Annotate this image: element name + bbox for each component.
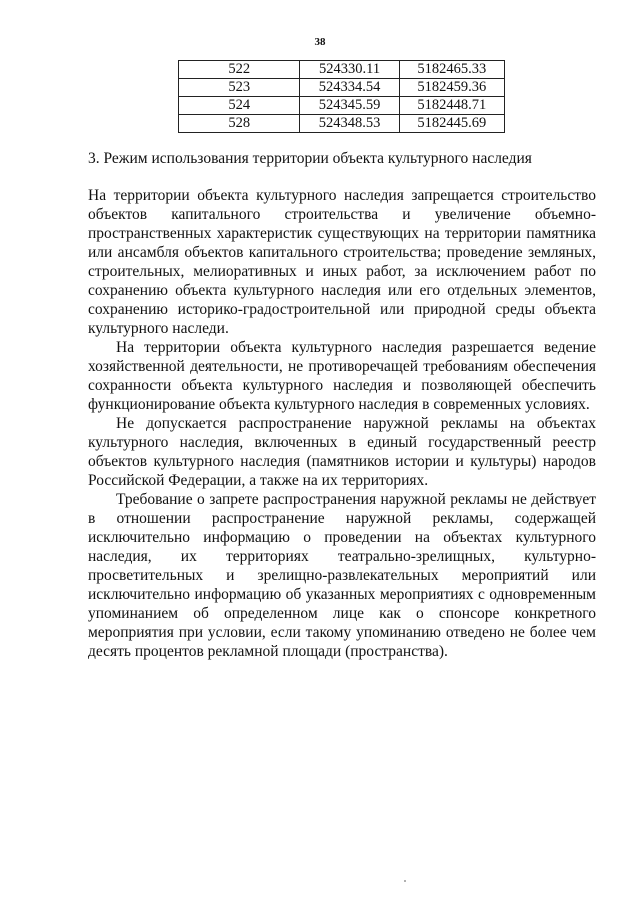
paragraph: Не допускается распространение наружной рекламы на объектах культурного наследия, включенных в единый государственный реестр объектов культурного наследия (памятников истории и культуры) народов Российской Федерации, а также на их территориях. [88, 415, 596, 489]
x-coordinate-cell: 524330.11 [300, 61, 399, 79]
point-number-cell: 522 [179, 61, 300, 79]
x-coordinate-cell: 524345.59 [300, 97, 399, 115]
point-number-cell: 523 [179, 79, 300, 97]
paragraph: Требование о запрете распространения наружной рекламы не действует в отношении распространение наружной рекламы, содержащей исключительно информацию о проведении на объектах культурного наследия, их территориях театрально-зрелищных, культурно-просветительных и зрелищно-развлекательных мероприятий или исключительно информацию об указанных мероприятиях с одновременным упоминанием об определенном лице как о спонсоре конкретного мероприятия при условии, если такому упоминанию отведено не более чем десять процентов рекламной площади (пространства). [88, 491, 596, 660]
x-coordinate-cell: 524334.54 [300, 79, 399, 97]
scan-speck [404, 880, 406, 882]
paragraph: На территории объекта культурного наследия разрешается ведение хозяйственной деятельности, не противоречащей требованиям обеспечения сохранности объекта культурного наследия и позволяющей обеспечить функционирование объекта культурного наследия в современных условиях. [88, 339, 596, 413]
paragraph: На территории объекта культурного наследия запрещается строительство объектов капитального строительства и увеличение объемно-пространственных характеристик существующих на территории памятника или ансамбля объектов капитального строительства; проведение земляных, строительных, мелиоративных и иных работ, за исключением работ по сохранению объекта культурного наследия или его отдельных элементов, сохранению историко-градостроительной или природной среды объекта культурного наследи. [88, 187, 596, 337]
x-coordinate-cell: 524348.53 [300, 115, 399, 133]
table-row [179, 115, 505, 133]
y-coordinate-cell: 5182465.33 [399, 61, 504, 79]
page-number: 38 [314, 36, 326, 48]
table-row [179, 97, 505, 115]
table-row [179, 61, 505, 79]
table-row [179, 79, 505, 97]
coordinates-table [178, 60, 505, 133]
body-text [88, 186, 596, 661]
section-heading: 3. Режим использования территории объекта культурного наследия [88, 150, 532, 167]
y-coordinate-cell: 5182445.69 [399, 115, 504, 133]
point-number-cell: 528 [179, 115, 300, 133]
y-coordinate-cell: 5182459.36 [399, 79, 504, 97]
point-number-cell: 524 [179, 97, 300, 115]
y-coordinate-cell: 5182448.71 [399, 97, 504, 115]
